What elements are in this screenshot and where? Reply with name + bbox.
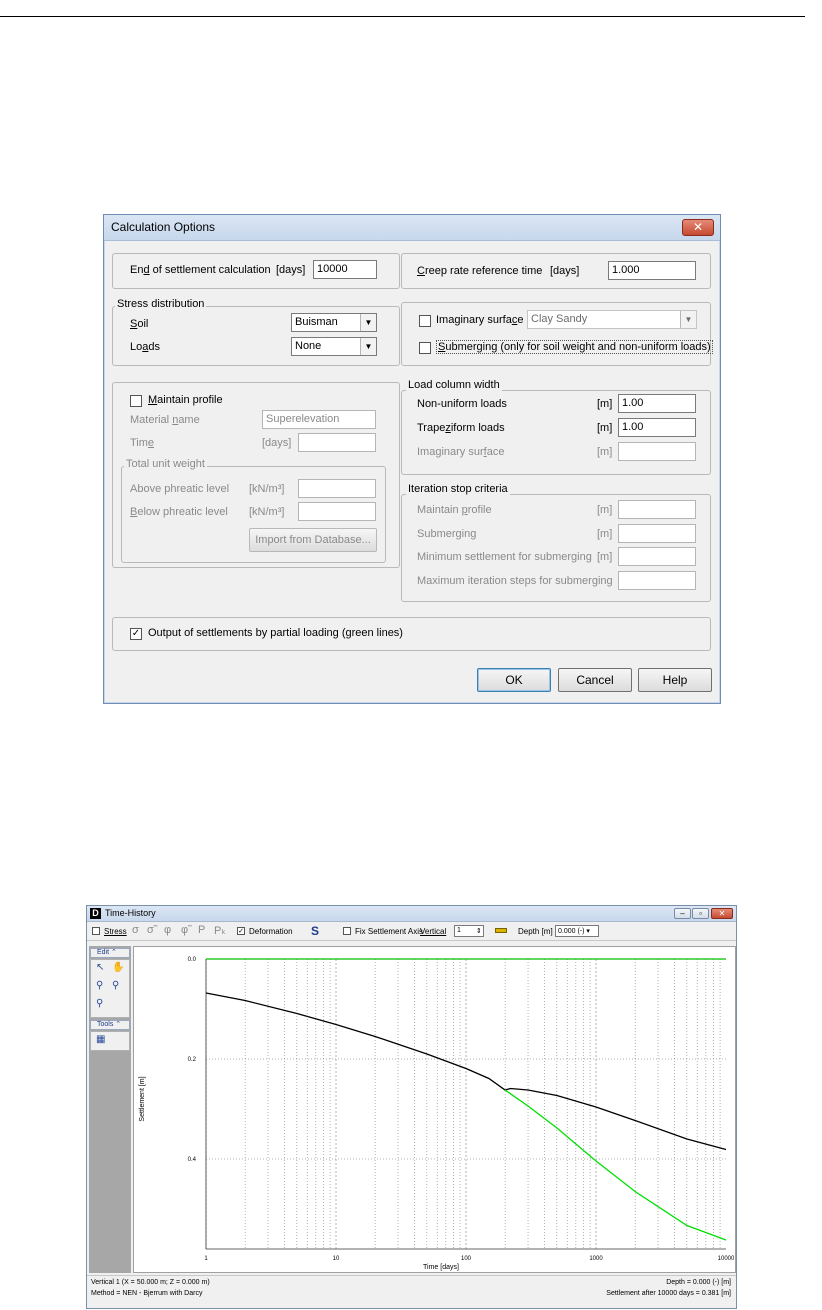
status-settlement: Settlement after 10000 days = 0.381 [m] bbox=[606, 1290, 731, 1297]
submerging-label: Submerging (only for soil weight and non-uniform loads) bbox=[438, 341, 711, 353]
iteration-stop-legend: Iteration stop criteria bbox=[408, 483, 508, 495]
iter-maximum-label: Maximum iteration steps for submerging bbox=[417, 575, 613, 587]
iter-submerging-input[interactable] bbox=[618, 524, 696, 543]
stress-checkbox[interactable] bbox=[92, 927, 100, 935]
zoom-out-icon[interactable]: ⚲ bbox=[112, 980, 120, 991]
ok-button[interactable]: OK bbox=[477, 668, 551, 692]
trapeziform-label: Trapeziform loads bbox=[417, 422, 505, 434]
stress-label: Stress bbox=[104, 927, 127, 936]
chevron-down-icon: ▼ bbox=[360, 338, 376, 355]
minimize-button[interactable]: – bbox=[674, 908, 691, 919]
dialog-title: Calculation Options bbox=[111, 220, 216, 234]
soil-label: Soil bbox=[130, 318, 149, 330]
x-axis-label: Time [days] bbox=[423, 1264, 459, 1271]
time-input[interactable] bbox=[298, 433, 376, 452]
edit-panel-header[interactable]: Edit ⌃ bbox=[90, 948, 130, 958]
vertical-label: Vertical bbox=[420, 927, 447, 936]
load-column-legend: Load column width bbox=[408, 379, 500, 391]
iter-minimum-input[interactable] bbox=[618, 547, 696, 566]
sigma-button[interactable]: σ bbox=[132, 924, 139, 936]
iter-submerging-label: Submerging bbox=[417, 528, 477, 540]
p-button[interactable]: P bbox=[198, 924, 206, 936]
above-phreatic-label: Above phreatic level bbox=[130, 483, 230, 495]
imaginary-surface-width-input[interactable] bbox=[618, 442, 696, 461]
non-uniform-unit: [m] bbox=[597, 398, 613, 410]
plot-area bbox=[133, 946, 736, 1273]
calculation-options-dialog bbox=[103, 214, 721, 704]
copy-icon[interactable]: ▦ bbox=[96, 1034, 106, 1045]
edit-panel bbox=[90, 959, 130, 1018]
iter-submerging-unit: [m] bbox=[597, 528, 613, 540]
imaginary-surface-width-unit: [m] bbox=[597, 446, 613, 458]
iter-minimum-label: Minimum settlement for submerging bbox=[417, 551, 592, 563]
below-phreatic-input[interactable] bbox=[298, 502, 376, 521]
x-tick-label: 10 bbox=[332, 1256, 340, 1262]
end-calc-label: End of settlement calculation bbox=[130, 264, 271, 276]
fix-settlement-label: Fix Settlement Axis bbox=[355, 927, 424, 936]
maintain-profile-checkbox[interactable] bbox=[130, 395, 142, 407]
tools-panel bbox=[90, 1031, 130, 1051]
below-phreatic-label: Below phreatic level bbox=[130, 506, 228, 518]
s-button[interactable]: S bbox=[311, 924, 320, 938]
iter-minimum-unit: [m] bbox=[597, 551, 613, 563]
end-calc-unit: [days] bbox=[276, 264, 306, 276]
chevron-down-icon: ▼ bbox=[680, 311, 696, 328]
creep-unit: [days] bbox=[550, 265, 580, 277]
app-icon: D bbox=[90, 908, 101, 919]
phi-effective-button[interactable]: φ̃ bbox=[181, 924, 189, 936]
status-bar bbox=[87, 1275, 736, 1308]
imaginary-surface-label: Imaginary surface bbox=[436, 314, 524, 326]
stress-distribution-legend: Stress distribution bbox=[117, 298, 205, 310]
non-uniform-input[interactable]: 1.00 bbox=[618, 394, 696, 413]
time-history-title: Time-History bbox=[105, 908, 156, 918]
settlement-chart bbox=[134, 947, 735, 1272]
unit-weight-legend: Total unit weight bbox=[126, 458, 205, 470]
creep-label: Creep rate reference time bbox=[417, 265, 543, 277]
zoom-limits-icon[interactable]: ⚲ bbox=[96, 998, 104, 1009]
above-phreatic-input[interactable] bbox=[298, 479, 376, 498]
y-tick-label: 0.0 bbox=[187, 957, 196, 963]
time-history-window bbox=[86, 905, 737, 1309]
non-uniform-label: Non-uniform loads bbox=[417, 398, 507, 410]
vertical-input[interactable]: 1 bbox=[454, 925, 484, 937]
iter-maintain-unit: [m] bbox=[597, 504, 613, 516]
time-history-titlebar bbox=[87, 906, 736, 922]
iter-maintain-input[interactable] bbox=[618, 500, 696, 519]
page-top-rule bbox=[0, 16, 805, 17]
window-close-button[interactable]: ✕ bbox=[711, 908, 733, 919]
above-phreatic-unit: [kN/m³] bbox=[249, 483, 285, 495]
imaginary-surface-select[interactable]: Clay Sandy ▼ bbox=[527, 310, 697, 329]
submerging-checkbox[interactable] bbox=[419, 342, 431, 354]
fix-settlement-checkbox[interactable] bbox=[343, 927, 351, 935]
pointer-icon[interactable]: ↖ bbox=[96, 962, 105, 973]
below-phreatic-unit: [kN/m³] bbox=[249, 506, 285, 518]
vertical-spin-icon[interactable]: ⇕ bbox=[476, 928, 482, 935]
close-button[interactable]: ✕ bbox=[682, 219, 714, 236]
partial-loading-line bbox=[505, 1090, 726, 1240]
zoom-in-icon[interactable]: ⚲ bbox=[96, 980, 104, 991]
x-tick-label: 10000 bbox=[717, 1256, 735, 1262]
loads-label: Loads bbox=[130, 341, 160, 353]
help-button[interactable]: Help bbox=[638, 668, 712, 692]
time-history-toolbar bbox=[87, 923, 736, 941]
y-axis-label: Settlement [m] bbox=[139, 1076, 146, 1122]
status-method: Method = NEN - Bjerrum with Darcy bbox=[91, 1290, 203, 1297]
import-database-button[interactable]: Import from Database... bbox=[249, 528, 377, 552]
y-tick-label: 0.2 bbox=[187, 1057, 196, 1063]
time-label: Time bbox=[130, 437, 155, 449]
status-vertical: Vertical 1 (X = 50.000 m; Z = 0.000 m) bbox=[91, 1279, 210, 1286]
phi-button[interactable]: φ bbox=[164, 924, 172, 936]
trapeziform-input[interactable]: 1.00 bbox=[618, 418, 696, 437]
x-tick-label: 100 bbox=[460, 1256, 472, 1262]
imaginary-surface-checkbox[interactable] bbox=[419, 315, 431, 327]
depth-label: Depth [m] bbox=[518, 927, 553, 936]
creep-input[interactable]: 1.000 bbox=[608, 261, 696, 280]
output-label: Output of settlements by partial loading (green lines) bbox=[148, 627, 403, 639]
material-name-input[interactable]: Superelevation bbox=[262, 410, 376, 429]
pan-icon[interactable]: ✋ bbox=[112, 962, 125, 973]
x-tick-label: 1000 bbox=[589, 1256, 603, 1262]
maintain-profile-label: Maintain profile bbox=[148, 394, 223, 406]
depth-select[interactable]: 0.000 (-) ▾ bbox=[555, 925, 599, 937]
status-depth: Depth = 0.000 (-) [m] bbox=[666, 1279, 731, 1286]
trapeziform-unit: [m] bbox=[597, 422, 613, 434]
maximize-button[interactable]: ▫ bbox=[692, 908, 709, 919]
cancel-button[interactable]: Cancel bbox=[558, 668, 632, 692]
pk-button[interactable]: Pₖ bbox=[214, 925, 227, 937]
imaginary-surface-width-label: Imaginary surface bbox=[417, 446, 505, 458]
deformation-label: Deformation bbox=[249, 927, 293, 936]
time-history-sidebar bbox=[89, 946, 131, 1273]
iter-maintain-label: Maintain profile bbox=[417, 504, 492, 516]
deformation-checkbox[interactable]: ✓ bbox=[238, 928, 244, 935]
soil-select[interactable]: Buisman ▼ bbox=[291, 313, 377, 332]
end-calc-input[interactable]: 10000 bbox=[313, 260, 377, 279]
dialog-titlebar bbox=[104, 215, 720, 241]
sigma-effective-button[interactable]: σ̃ bbox=[147, 924, 154, 936]
x-tick-label: 1 bbox=[204, 1256, 208, 1262]
output-checkbox[interactable]: ✓ bbox=[131, 628, 141, 639]
y-tick-label: 0.4 bbox=[187, 1157, 196, 1163]
chevron-down-icon: ▼ bbox=[360, 314, 376, 331]
ruler-icon[interactable] bbox=[495, 928, 507, 933]
tools-panel-header[interactable]: Tools ⌃ bbox=[90, 1020, 130, 1030]
material-name-label: Material name bbox=[130, 414, 200, 426]
loads-select[interactable]: None ▼ bbox=[291, 337, 377, 356]
time-unit: [days] bbox=[262, 437, 292, 449]
iter-maximum-input[interactable] bbox=[618, 571, 696, 590]
